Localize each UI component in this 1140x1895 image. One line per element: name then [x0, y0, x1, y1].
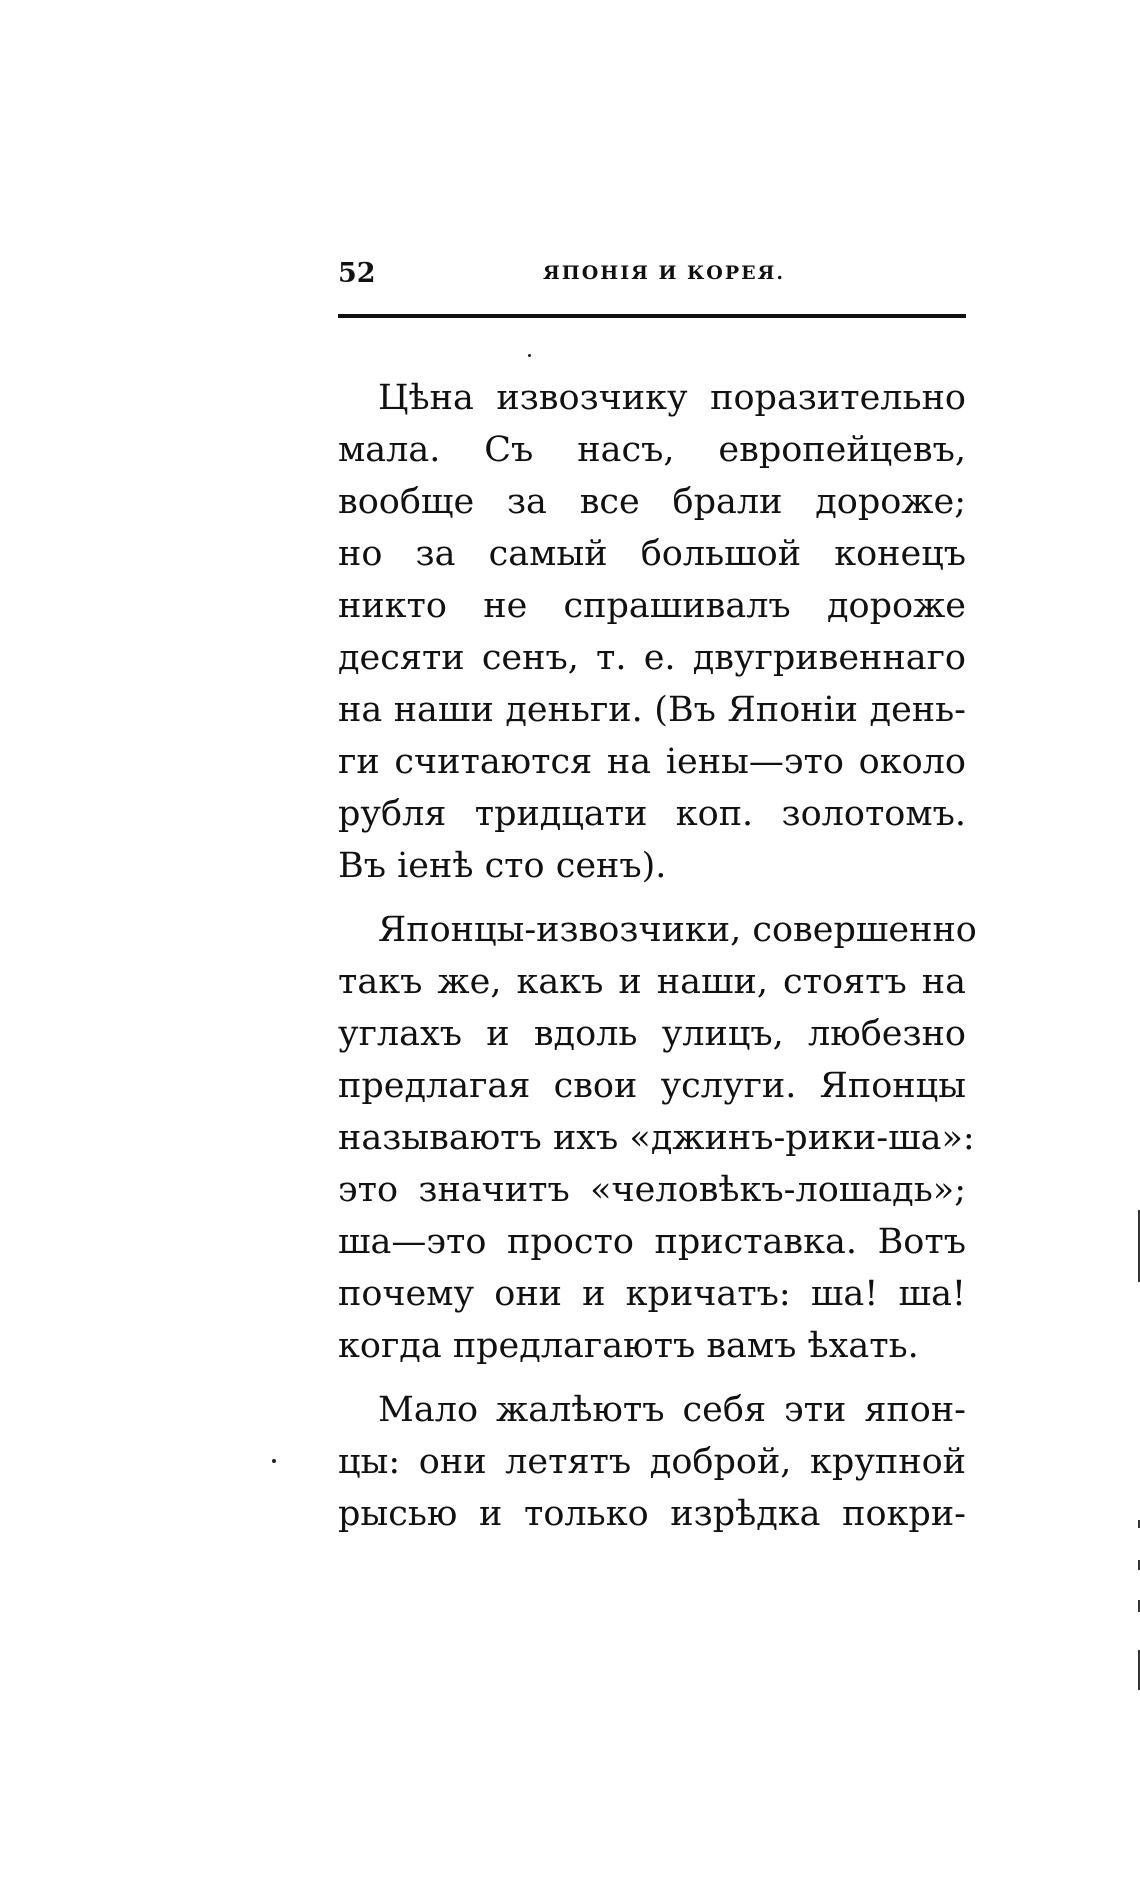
text-line: Въ іенѣ сто сенъ).: [338, 846, 667, 886]
text-line: мала. Съ насъ, европейцевъ,: [338, 430, 966, 470]
text-line: десяти сенъ, т. е. двугривеннаго: [338, 638, 966, 678]
page-number: 52: [338, 258, 376, 289]
text-line: рысью и только изрѣдка покри-: [338, 1494, 966, 1534]
paragraph: [338, 1384, 966, 1540]
text-line: когда предлагаютъ вамъ ѣхать.: [338, 1326, 919, 1366]
text-line: Японцы-извозчики, совершенно: [378, 910, 977, 950]
header-rule: [338, 314, 966, 318]
text-line: углахъ и вдоль улицъ, любезно: [338, 1014, 966, 1054]
text-line: почему они и кричатъ: ша! ша!: [338, 1274, 966, 1314]
page-header: [338, 258, 966, 298]
paragraph-gap: [338, 1372, 966, 1384]
text-line: называютъ ихъ «джинъ-рики-ша»:: [338, 1118, 975, 1158]
text-line: ша—это просто приставка. Вотъ: [338, 1222, 966, 1262]
text-line: рубля тридцати коп. золотомъ.: [338, 794, 966, 834]
text-line: такъ же, какъ и наши, стоятъ на: [338, 962, 966, 1002]
text-line: вообще за все брали дороже;: [338, 482, 966, 522]
text-line: Цѣна извозчику поразительно: [378, 378, 966, 418]
scan-speck: [272, 1459, 276, 1463]
text-line: это значитъ «человѣкъ-лошадь»;: [338, 1170, 966, 1210]
text-line: на наши деньги. (Въ Японіи день-: [338, 690, 966, 730]
text-line: ги считаются на іены—это около: [338, 742, 966, 782]
text-line: цы: они летятъ доброй, крупной: [338, 1442, 966, 1482]
paragraph: [338, 904, 977, 1372]
text-line: Мало жалѣютъ себя эти япон-: [378, 1390, 966, 1430]
paragraph-gap: [338, 892, 966, 904]
running-title: ЯПОНІЯ И КОРЕЯ.: [543, 262, 785, 284]
paragraph: [338, 372, 966, 892]
text-line: предлагая свои услуги. Японцы: [338, 1066, 966, 1106]
scan-speck: [528, 354, 531, 357]
text-line: никто не спрашивалъ дороже: [338, 586, 966, 626]
text-line: но за самый большой конецъ: [338, 534, 966, 574]
body-text: [338, 372, 977, 1540]
